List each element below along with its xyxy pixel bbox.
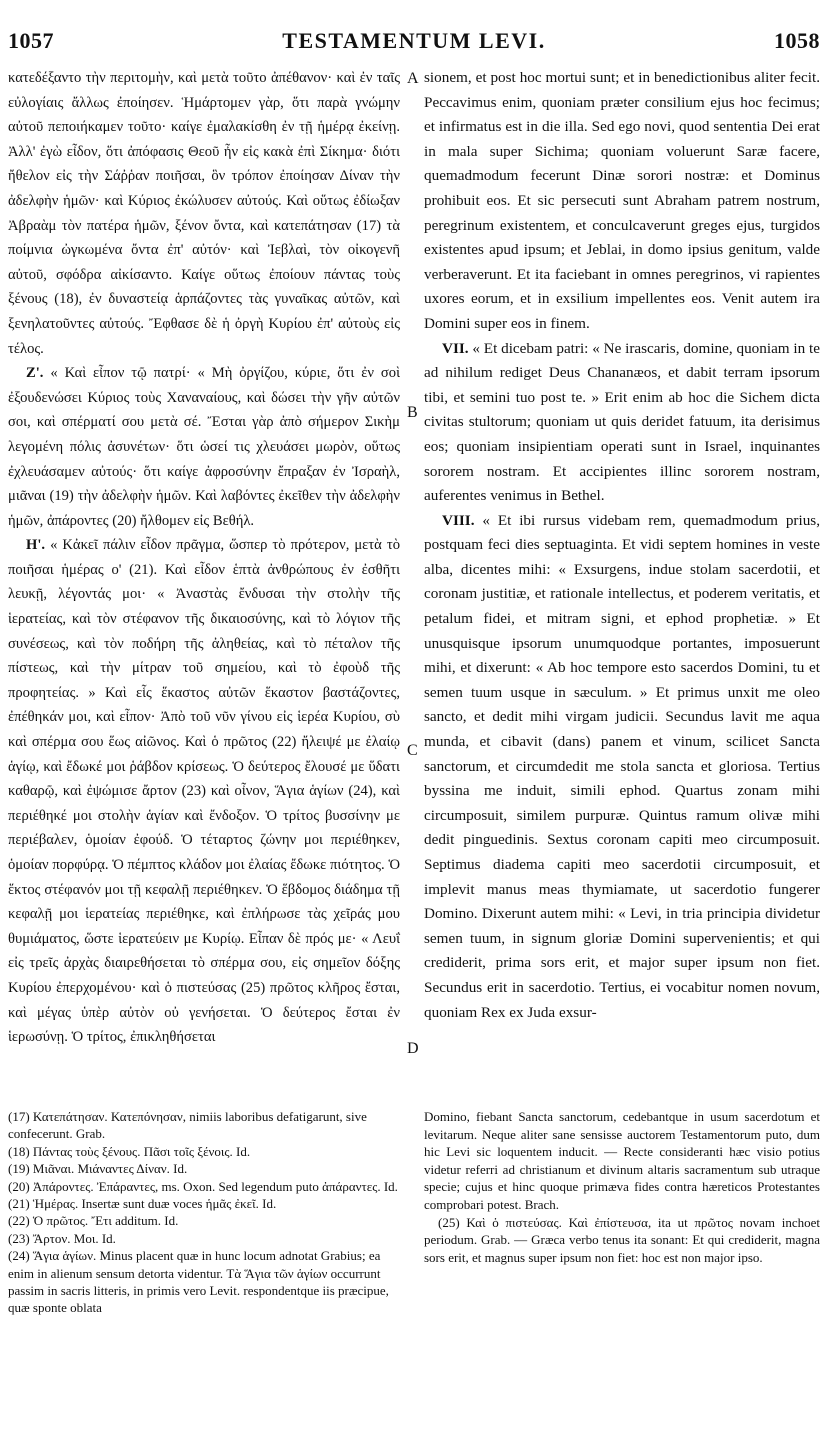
page-number-right: 1058	[774, 28, 820, 53]
footnotes-right	[424, 1108, 820, 1266]
footnote-continuation: Domino, fiebant Sancta sanctorum, cedebantque in usum sacerdotum et levitarum. Neque aliter sane sensisse auctorem Testamentorum puto, dum hic Levi sic loquentem inducit. — Recte consideranti hæc visio potius videtur referri ad christianum et divinum altaris sacramentum sub utraque specie; cujus et hinc quoque primæva fides contra hæreticos Protestantes comprobari potest. Brach.	[424, 1109, 820, 1212]
page-number-left: 1057	[8, 28, 54, 53]
latin-section-number-7: VII.	[442, 339, 469, 357]
greek-paragraph-3-text: « Κἀκεῖ πάλιν εἶδον πρᾶγμα, ὥσπερ τὸ πρότερον, μετὰ τὸ ποιῆσαι ἡμέρας ο' (21). Καὶ εἶδον ἑπτὰ ἀνθρώπους ἐν ἐσθῆτι λευκῇ, λέγοντάς μοι· « Ἀναστὰς ἔνδυσαι τὴν στολὴν τῆς ἱερατείας, καὶ τὸν στέφανον τῆς δικαιοσύνης, καὶ τὸ λόγιον τῆς συνέσεως, καὶ τὸν ποδήρη τῆς ἀληθείας, καὶ τὸ πέταλον τῆς πίστεως, καὶ τὴν μίτραν τοῦ σημείου, καὶ τὸ ἐφοὺδ τῆς προφητείας. » Καὶ εἷς ἕκαστος αὐτῶν ἕκαστον βαστάζοντες, ἐπέθηκάν μοι, καὶ εἶπον· Ἀπὸ τοῦ νῦν γίνου εἰς ἱερέα Κυρίου, σὺ καὶ σπέρμα σου ἕως αἰῶνος. Καὶ ὁ πρῶτος (22) ἤλειψέ με ἐλαίῳ ἁγίῳ, καὶ ἔδωκέ μοι ῥάβδον κρίσεως. Ὁ δεύτερος ἔλουσέ με ὕδατι καθαρῷ, καὶ ἐψώμισε ἄρτον (23) καὶ οἶνον, Ἅγια ἁγίων (24), καὶ περιέθηκέ μοι στολὴν ἁγίαν καὶ ἔνδοξον. Ὁ τρίτος βυσσίνην με περιέβαλεν, ὁμοίαν ἐφούδ. Ὁ τέταρτος ζώνην μοι περιέθηκεν, ὁμοίαν πορφύρᾳ. Ὁ πέμπτος κλάδον μοι ἐλαίας ἔδωκε πιότητος. Ὁ ἕκτος στέφανόν μοι τῇ κεφαλῇ περιέθηκεν. Ὁ ἕβδομος διάδημα τῇ κεφαλῇ μοι ἱερατείας περιέθηκε, καὶ ἐπλήρωσε τὰς χεῖράς μου θυμιάματος, ὥστε ἱερατεύειν με Κυρίῳ. Εἶπαν δὲ πρός με· « Λευΐ εἰς τρεῖς ἀρχὰς διαιρεθήσεται τὸ σπέρμα σου, εἰς σημεῖον δόξης Κυρίου ἐπερχομένου· καὶ ὁ πιστεύσας (25) πρῶτος κλῆρος ἔσται, καὶ μέγας ὑπὲρ αὐτὸν οὐ γενήσεται. Ὁ δεύτερος ἔσται ἐν ἱερωσύνῃ. Ὁ τρίτος, ἐπικληθήσεται	[8, 537, 400, 1046]
latin-paragraph-3-text: « Et ibi rursus videbam rem, quemadmodum prius, postquam feci dies septuaginta. Et vidi septem homines in veste alba, dicentes mihi: « Exsurgens, indue stolam sacerdotii, et coronam justitiæ, et rationale intellectus, et poderem veritatis, et petalum fidei, et mitram signi, et ephod prophetiæ. » Et unusquisque ipsorum unumquodque portantes, imposuerunt mihi, et dixerunt: « Ab hoc tempore esto sacerdos Domini, tu et semen tuum usque in sæculum. » Et primus unxit me oleo sancto, et dedit mihi virgam judicii. Secundus lavit me aqua munda, et cibavit (dans) panem et vinum, scilicet Sancta sanctorum, et circumdedit me stola sancta et gloriosa. Tertius byssina me induit, simili ephod. Quartus zonam mihi circumposuit, similem purpuræ. Quintus ramum olivæ mihi dedit pinguedinis. Sextus coronam capiti meo circumposuit. Septimus diadema capiti meo sacerdotii circumposuit, et implevit manus meas thymiamate, ut sacerdotio fungerer Domino. Dixerunt autem mihi: « Levi, in tria principia dividetur semen tuum, in signum gloriæ Domini supervenientis; et qui crediderit, prima sors erit, et major super ipsum non fiet. Secundus erit in sacerdotio. Tertius, ei vocabitur nomen novum, quoniam Rex ex Juda exsur-	[424, 511, 821, 1021]
footnote: (24) Ἅγια ἁγίων. Minus placent quæ in hunc locum adnotat Grabius; ea enim in alienum sensum detorta videntur. Τὰ Ἅγια τῶν ἁγίων occurrunt passim in sacris litteris, in primis vero Levit. respondentque iis præcipue, quæ sponte oblata	[8, 1248, 389, 1316]
footnote: (17) Κατεπάτησαν. Κατεπόνησαν, nimiis laboribus defatigarunt, sive confecerunt. Grab.	[8, 1109, 367, 1142]
page-header	[8, 24, 820, 56]
greek-text-column	[8, 66, 400, 1050]
greek-section-number-7: Ζ'.	[26, 365, 44, 382]
margin-letter-d: D	[407, 1040, 419, 1057]
footnote: (19) Μιᾶναι. Μιάναντες Δίναν. Id.	[8, 1161, 188, 1177]
margin-letter-b: B	[407, 404, 418, 421]
greek-paragraph-1: κατεδέξαντο τὴν περιτομὴν, καὶ μετὰ τοῦτο ἀπέθανον· καὶ ἐν ταῖς εὐλογίαις ἄλλως ἐποίησεν. Ἡμάρτομεν γὰρ, ὅτι παρὰ γνώμην αὐτοῦ πεποιήκαμεν τοῦτο· καίγε ἐμαλακίσθη ἐν τῇ ἡμέρᾳ ἐκείνῃ. Ἀλλ' ἐγὼ εἶδον, ὅτι ἀπόφασις Θεοῦ ἦν εἰς κακὰ ἐπὶ Σίκημα· διότι ἤθελον εἰς τὴν Σάῤῥαν ποιῆσαι, ὃν τρόπον ἐποίησαν Δίναν τὴν ἀδελφὴν ἡμῶν· καὶ Κύριος ἐκώλυσεν αὐτούς. Καὶ οὕτως ἐδίωξαν Ἀβραὰμ τὸν πατέρα ἡμῶν, ξένον ὄντα, καὶ κατεπάτησαν (17) τὰ ποίμνια ὠγκωμένα ὄντα ἐπ' αὐτόν· καὶ Ἰεβλαὶ, τὸν οἰκογενῆ αὐτοῦ, σφόδρα αἰκίσαντο. Καίγε οὕτως ἐποίουν πάντας τοὺς ξένους (18), ἐν δυναστείᾳ ἁρπάζοντες τὰς γυναῖκας αὐτῶν, καὶ ξενηλατοῦντες αὐτούς. Ἔφθασε δὲ ἡ ὀργὴ Κυρίου ἐπ' αὐτοὺς εἰς τέλος.	[8, 70, 400, 357]
footnotes-left	[8, 1108, 400, 1317]
running-title: TESTAMENTUM LEVI.	[282, 28, 546, 53]
footnote: (22) Ὁ πρῶτος. Ἔτι additum. Id.	[8, 1213, 179, 1229]
latin-paragraph-2-text: « Et dicebam patri: « Ne irascaris, domine, quoniam in te ad nihilum rediget Deus Chananæos, et dabit terram ipsorum tibi, et semini tuo post te. » Erit enim ab hoc die Sichem dicta civitas stultorum; quoniam ut quis deridet fatuum, ita derisimus eos; quoniam insipientiam operati sunt in Israel, inquinantes sororem nostram. Et accipientes illinc sororem nostram, auferentes venimus in Bethel.	[424, 339, 821, 505]
margin-letter-c: C	[407, 742, 418, 759]
footnote: (23) Ἄρτον. Μοι. Id.	[8, 1230, 116, 1246]
latin-paragraph-3	[424, 509, 820, 1025]
greek-paragraph-2	[8, 361, 400, 533]
latin-paragraph-2	[424, 337, 820, 509]
footnote: (20) Ἀπάροντες. Ἐπάραντες, ms. Oxon. Sed legendum puto ἀπάραντες. Id.	[8, 1178, 398, 1194]
footnote: (18) Πάντας τοὺς ξένους. Πᾶσι τοῖς ξένοις. Id.	[8, 1143, 251, 1159]
footnote: (25) Καὶ ὁ πιστεύσας. Καὶ ἐπίστευσα, ita ut πρῶτος novam inchoet periodum. Grab. — Græca verbo tenus ita sonant: Et qui crediderit, magna sors erit, et magnus super ipsum non fiet: hoc est non major ipso.	[424, 1214, 820, 1265]
greek-section-number-8: Η'.	[26, 537, 46, 554]
latin-section-number-8: VIII.	[442, 511, 475, 529]
greek-paragraph-2-text: « Καὶ εἶπον τῷ πατρί· « Μὴ ὀργίζου, κύριε, ὅτι ἐν σοὶ ἐξουδενώσει Κύριος τοὺς Χαναναίους, καὶ δώσει τὴν γῆν αὐτῶν σοι, καὶ σπέρματί σου μετὰ σέ. Ἔσται γὰρ ἀπὸ σήμερον Σικὴμ λεγομένη πόλις ἀσυνέτων· ὅτι ὡσεί τις χλευάσει μωρὸν, οὕτως ἐχλευάσαμεν αὐτούς· ὅτι καίγε ἀφροσύνην ἔπραξαν ἐν Ἰσραὴλ, μιᾶναι (19) τὴν ἀδελφὴν ἡμῶν. Καὶ λαβόντες ἐκεῖθεν τὴν ἀδελφὴν ἡμῶν, ἀπάροντες (20) ἤλθομεν εἰς Βεθήλ.	[8, 365, 400, 529]
margin-letter-a: A	[407, 70, 419, 87]
greek-paragraph-3	[8, 533, 400, 1049]
footnote: (21) Ἡμέρας. Insertæ sunt duæ voces ἡμᾶς ἐκεῖ. Id.	[8, 1196, 277, 1212]
latin-paragraph-1: sionem, et post hoc mortui sunt; et in benedictionibus aliter fecit. Peccavimus enim, quoniam præter consilium ejus hoc fecimus; et infirmatus est in die illa. Sed ego novi, quod sententia Dei erat in mala super Sichima; quoniam voluerunt Saræ facere, quemadmodum fecerunt Dinæ sorori nostræ: et Dominus prohibuit eos. Et sic persecuti sunt Abraham patrem nostrum, peregrinum existentem, et conculcaverunt greges ejus, turgidos existentes apud ipsum; et Jeblai, in domo ipsius genitum, valde verberaverunt. Et ita faciebant in omnes peregrinos, vi rapientes uxores eorum, et in exsilium impellentes eos. Venit autem ira Domini super eos in finem.	[424, 69, 820, 332]
latin-text-column	[424, 66, 820, 1025]
